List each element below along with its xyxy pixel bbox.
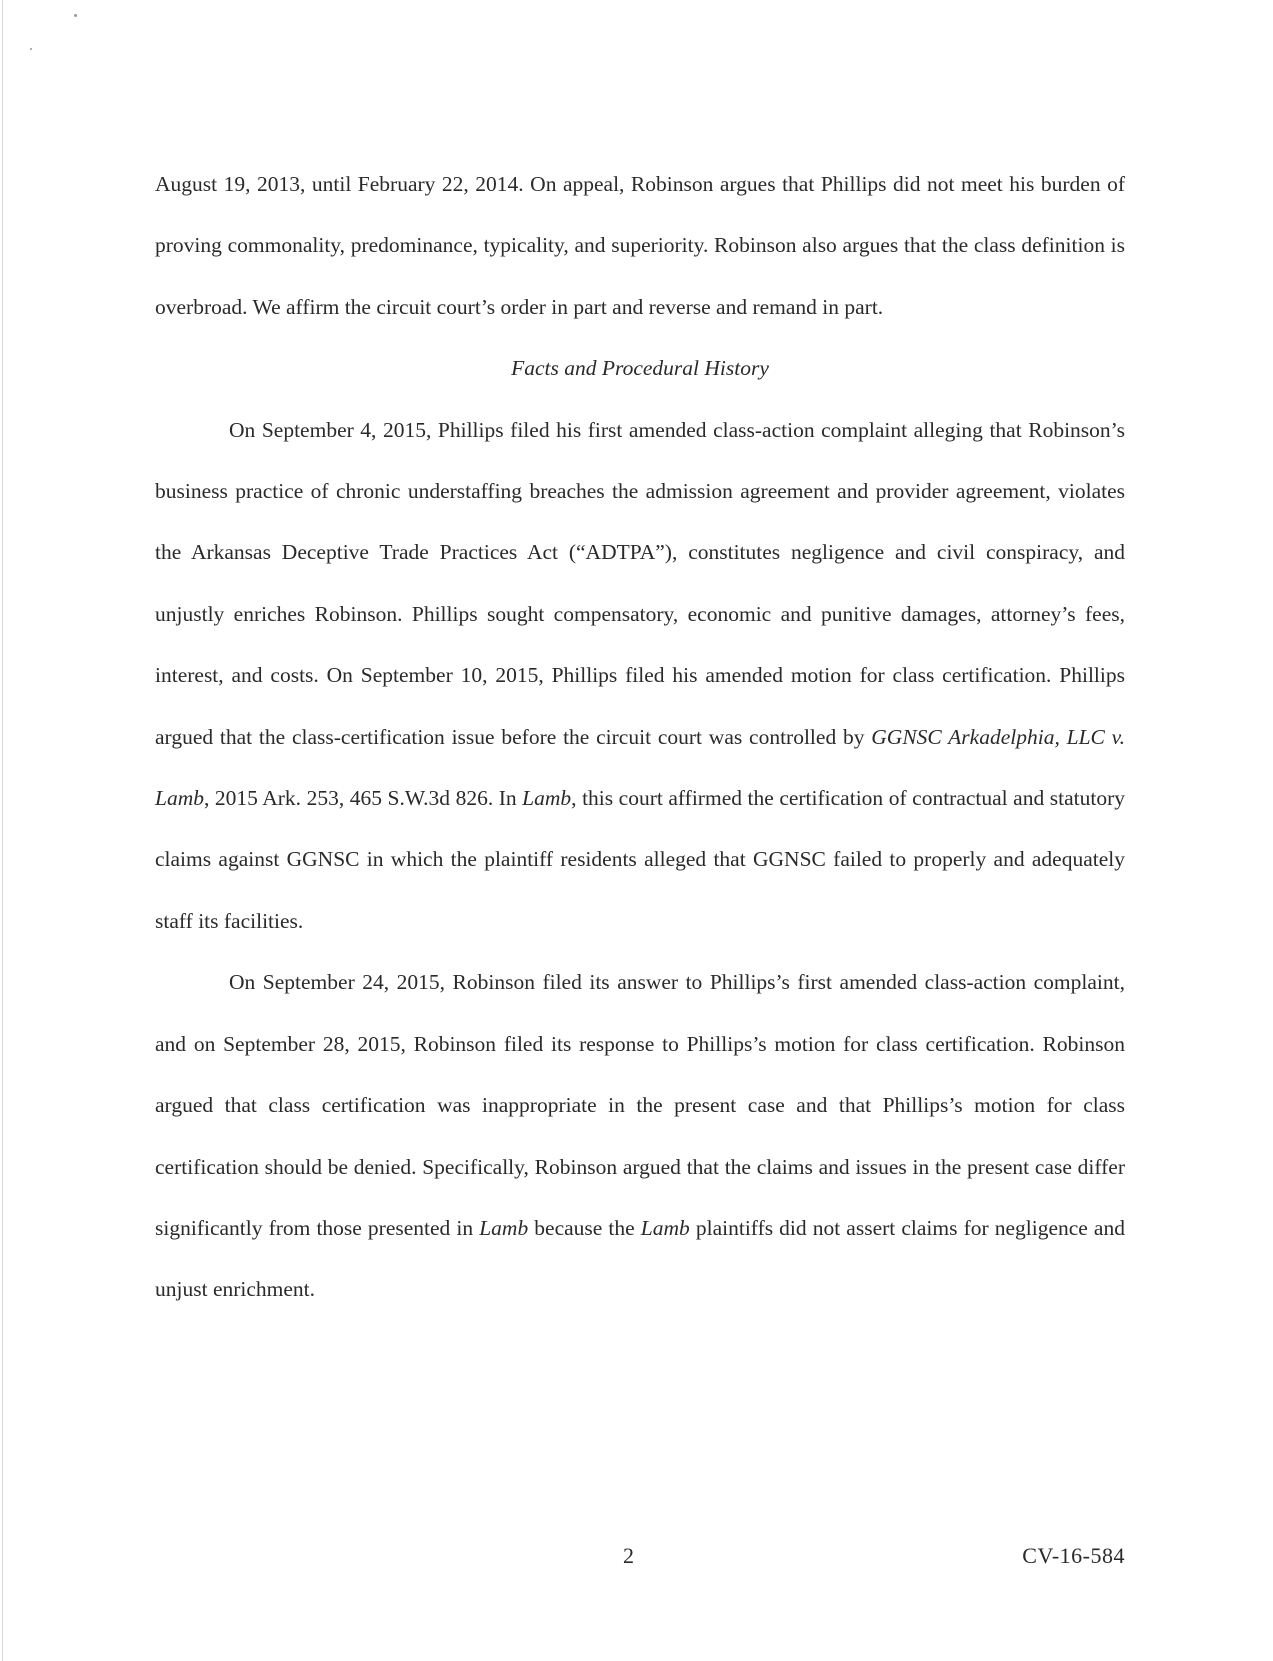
- paragraph-facts-text-b: , 2015 Ark. 253, 465 S.W.3d 826. In: [203, 786, 523, 811]
- case-short-name: Lamb: [522, 786, 572, 811]
- paragraph-facts: [155, 400, 1125, 953]
- scan-speck: [74, 14, 77, 17]
- scan-edge-divider: [2, 0, 3, 1661]
- paragraph-facts-text-a: On September 4, 2015, Phillips filed his first amended class-action complaint alleging that Robinson’s business practice of chronic understaffing breaches the admission agreement and provider agreement, violates the Arkansas Deceptive Trade Practices Act (“ADTPA”), constitutes negligence and civil conspiracy, and unjustly enriches Robinson. Phillips sought compensatory, economic and punitive damages, attorney’s fees, interest, and costs. On September 10, 2015, Phillips filed his amended motion for class certification. Phillips argued that the class-certification issue before the circuit court was controlled by: [155, 417, 1125, 749]
- paragraph-response-text-b: because the: [528, 1215, 641, 1240]
- paragraph-response-text-a: On September 24, 2015, Robinson filed its answer to Phillips’s first amended class-action complaint, and on September 28, 2015, Robinson filed its response to Phillips’s motion for class certification. Robinson argued that class certification was inappropriate in the present case and that Phillips’s motion for class certification should be denied. Specifically, Robinson argued that the claims and issues in the present case differ significantly from those presented in: [155, 970, 1125, 1240]
- paragraph-facts-text-c: , this court affirmed the certification of contractual and statutory claims against GGNSC in which the plaintiff residents alleged that GGNSC failed to properly and adequately staff its facilities.: [155, 786, 1125, 933]
- scan-speck: [30, 48, 32, 50]
- case-short-name: Lamb: [640, 1215, 690, 1240]
- page-number: 2: [623, 1543, 634, 1568]
- case-citation-name: GGNSC Arkadelphia, LLC v. Lamb: [155, 724, 1125, 811]
- opinion-body: [155, 154, 1125, 1321]
- section-heading: Facts and Procedural History: [511, 356, 769, 381]
- paragraph-intro: August 19, 2013, until February 22, 2014. On appeal, Robinson argues that Phillips did not meet his burden of proving commonality, predominance, typicality, and superiority. Robinson also argues that the class definition is overbroad. We affirm the circuit court’s order in part and reverse and remand in part.: [155, 172, 1125, 319]
- paragraph-response-text-c: plaintiffs did not assert claims for negligence and unjust enrichment.: [155, 1215, 1125, 1302]
- case-short-name: Lamb: [479, 1215, 529, 1240]
- docket-number: CV-16-584: [1022, 1543, 1125, 1568]
- paragraph-response: [155, 952, 1125, 1320]
